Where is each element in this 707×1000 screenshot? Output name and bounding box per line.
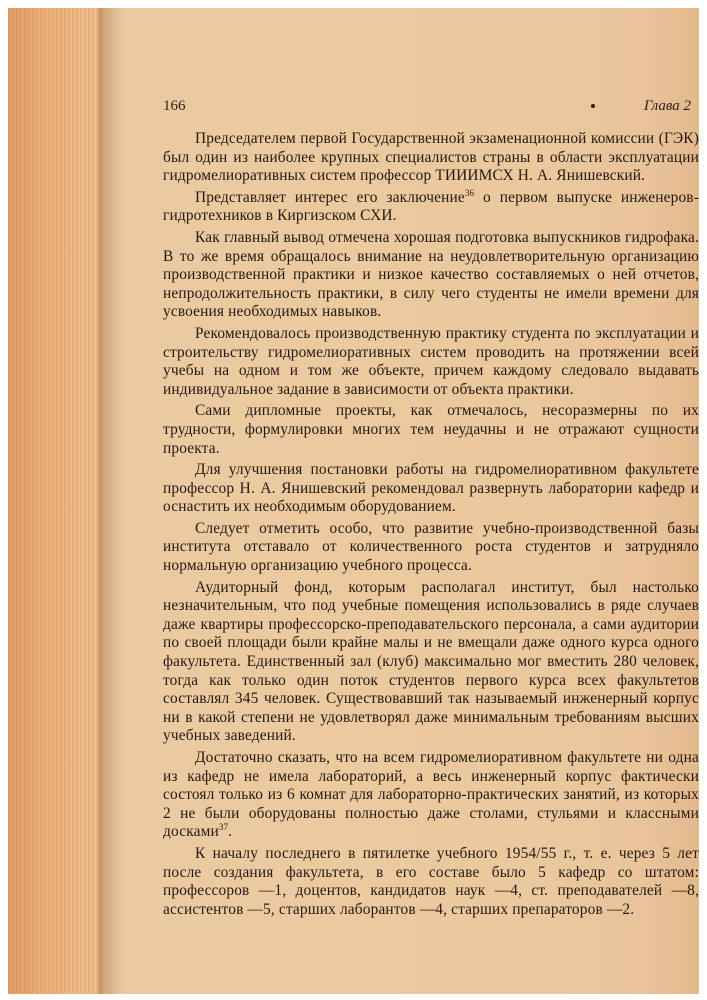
paragraph-text: Достаточно сказать, что на всем гидромелиоративном факультете ни одна из кафедр не имела лабораторий, а весь инженерный корпус фактически состоял только из 6 комнат для лабораторно-практических занятий, из которых 2 не были оборудованы полностью даже столами, стульями и классными досками [163, 749, 699, 841]
spine-shadow [98, 8, 122, 994]
paragraph: Следует отметить особо, что развитие учебно-производственной базы института отставало от количественного роста студентов и затрудняло нормальную организацию учебного процесса. [163, 519, 699, 575]
paragraph: Сами дипломные проекты, как отмечалось, несоразмерны по их трудности, формулировки многих тем неудачны и не отражают сущности проекта. [163, 402, 699, 457]
body-text [163, 130, 699, 922]
paragraph: Рекомендовалось производственную практику студента по эксплуатации и строительству гидромелиоративных систем проводить на протяжении всей учебы на одном и том же объекте, причем каждому следовало выдавать индивидуальное задание в зависимости от объекта практики. [163, 324, 699, 398]
footnote-ref: 36 [464, 187, 475, 198]
running-header-chapter: Глава 2 [643, 98, 691, 114]
page-number: 166 [163, 98, 186, 114]
book-page-scan [8, 8, 699, 994]
paragraph: Как главный вывод отмечена хорошая подготовка выпускников гидрофака. В то же время обращалось внимание на неудовлетворительную организацию производственной практики и низкое качество составляемых о ней отчетов, непродолжительность практики, в силу чего студенты не имели времени для усвоения необходимых навыков. [163, 228, 699, 321]
paragraph: К началу последнего в пятилетке учебного 1954/55 г., т. е. через 5 лет после создания факультета, в его составе было 5 кафедр со штатом: профессоров —1, доцентов, кандидатов наук —4, ст. преподавателей —8, ассистентов —5, старших лаборантов —4, старших препараторов —2. [163, 844, 699, 918]
paragraph [163, 189, 699, 226]
paragraph-text: . [228, 823, 233, 841]
paragraph-text: Представляет интерес его заключение [195, 188, 465, 206]
paragraph: Председателем первой Государственной экзаменационной комиссии (ГЭК) был один из наиболее крупных специалистов страны в области эксплуатации гидромелиоративных систем профессор ТИИИМСХ Н. А. Янишевский. [163, 130, 699, 185]
paragraph: Аудиторный фонд, которым располагал институт, был настолько незначительным, что под учебные помещения использовались в ряде случаев даже квартиры профессорско-преподавательского персонала, а сами аудитории по своей площади были крайне малы и не вмещали даже одного курса одного факультета. Единственный зал (клуб) максимально мог вместить 280 человек, тогда как только один поток студентов первого курса всех факультетов составлял 345 человек. Существовавший так называемый инженерный корпус ни в какой степени не удовлетворял даже минимальным требованиям высших учебных заведений. [163, 578, 699, 745]
paragraph-text: о первом выпуске инженеров-гидротехников в Киргизском СХИ. [163, 188, 699, 225]
footnote-ref: 37 [218, 822, 229, 833]
print-speck [591, 104, 595, 108]
paragraph: Для улучшения постановки работы на гидромелиоративном факультете профессор Н. А. Янишевский рекомендовал развернуть лаборатории кафедр и оснастить их необходимым оборудованием. [163, 461, 699, 516]
paragraph [163, 749, 699, 842]
page-stack-edge [8, 8, 104, 994]
